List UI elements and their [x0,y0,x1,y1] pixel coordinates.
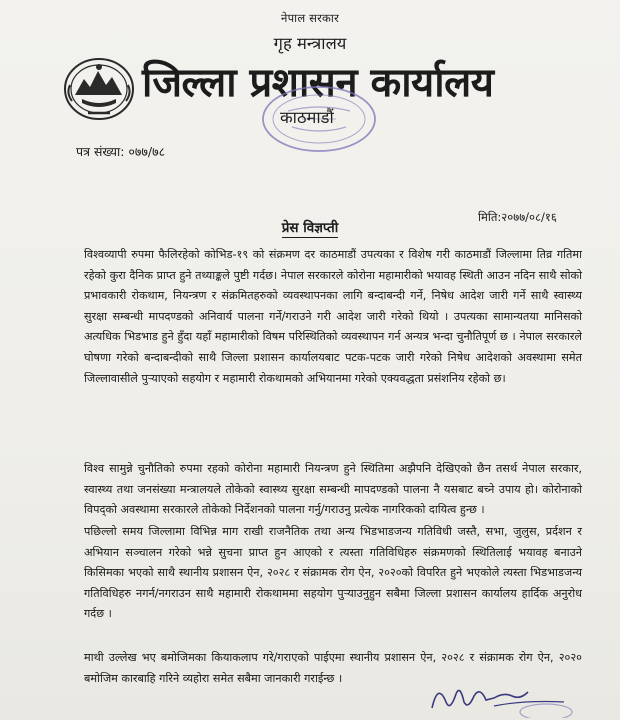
office-name: जिल्ला प्रशासन कार्यालय [142,60,494,106]
ministry-name: गृह मन्त्रालय [273,34,347,53]
paragraph-1: विश्वव्यापी रुपमा फैलिरहेको कोभिड-१९ को संक्रमण दर काठमाडौं उपत्यका र विशेष गरी काठमाडौं जिल्लामा तिव्र गतिमा रहेको कुरा दैनिक प्राप्त हुने तथ्याङ्कले पुष्टी गर्दछ। नेपाल सरकारले कोरोना महामारीको भयावह स्थिती आउन नदिन साथै सोको प्रभावकारी रोकथाम, नियन्त्रण र संक्रमितहरुको व्यवस्थापनका लागि बन्दाबन्दी गर्ने, निषेध आदेश जारी गर्ने साथै स्वास्थ्य सुरक्षा सम्बन्धी मापदण्डको अनिवार्य पालना गर्ने/गराउने गरी आदेश जारी गरेको थियो । उपत्यका सामान्यतया मानिसको अत्यधिक भिडभाड हुने हुँदा यहाँ महामारीको विषम परिस्थितिको व्यवस्थापन गर्न अन्यत्र भन्दा चुनौतिपूर्ण छ । नेपाल सरकारले घोषणा गरेको बन्दाबन्दीको साथै जिल्ला प्रशासन कार्यालयबाट पटक-पटक जारी गरेको निषेध आदेशको अवस्थामा समेत जिल्लावासीले पुर्‍याएको सहयोग र महामारी रोकथामको अभियानमा गरेको एक्यवद्धता प्रसंशनिय रहेको छ। [84,248,582,385]
paragraph-2: विश्व सामुन्ने चुनौतिको रुपमा रहको कोरोना महामारी नियन्त्रण हुने स्थितिमा अझैपनि देखिएको छैन तसर्थ नेपाल सरकार, स्वास्थ्य तथा जनसंख्या मन्त्रालयले तोकेको स्वास्थ्य सुरक्षा सम्बन्धी मापदण्डको पालना नै यसबाट बच्ने उपाय हो। कोरोनाको विपद्को अवस्थामा सरकारले तोकेको निर्देशनको पालना गर्नु/गराउनु प्रत्येक नागरिकको दायित्व हुन्छ । [84,462,582,517]
government-name: नेपाल सरकार [281,11,339,25]
press-release-title [0,218,620,236]
city-name: काठमाडौं [280,108,334,127]
nepal-emblem-icon [62,55,136,121]
issue-date: मिति:२०७७/०८/१६ [478,210,557,224]
press-release-title-text: प्रेस विज्ञप्ती [281,220,339,236]
paragraph-4: माथी उल्लेख भए बमोजिमका कियाकलाप गरे/गराएको पाईएमा स्थानीय प्रशासन ऐन, २०२८ र संक्रामक रोग ऐन, २०२० बमोजिम कारबाहि गरिने व्यहोरा समेत सबैमा जानकारी गराईन्छ । [84,651,582,685]
reference-number: पत्र संख्या: ०७७/७८ [76,144,166,159]
signature-icon [424,672,574,718]
paragraph-3: पछिल्लो समय जिल्लामा विभिन्न माग राखी राजनैतिक तथा अन्य भिडभाडजन्य गतिविधी जस्तै, सभा, जुलुस, प्रर्दशन र अभियान सञ्चालन गरेको भन्ने सुचना प्राप्त हुन आएको र त्यस्ता गतिविधिहरु संक्रमणको स्थितिलाई भयावह बनाउने किसिमका भएको साथै स्थानीय प्रशासन ऐन, २०२८ र संक्रामक रोग ऐन, २०२०को विपरित हुने भएकोले त्यस्ता भिडभाडजन्य गतिविधिहरु नगर्न/नगराउन साथै महामारी रोकथाममा सहयोग पुर्‍याउनुहुन सबैमा जिल्ला प्रशासन कार्यालय हार्दिक अनुरोध गर्दछ । [84,525,582,621]
